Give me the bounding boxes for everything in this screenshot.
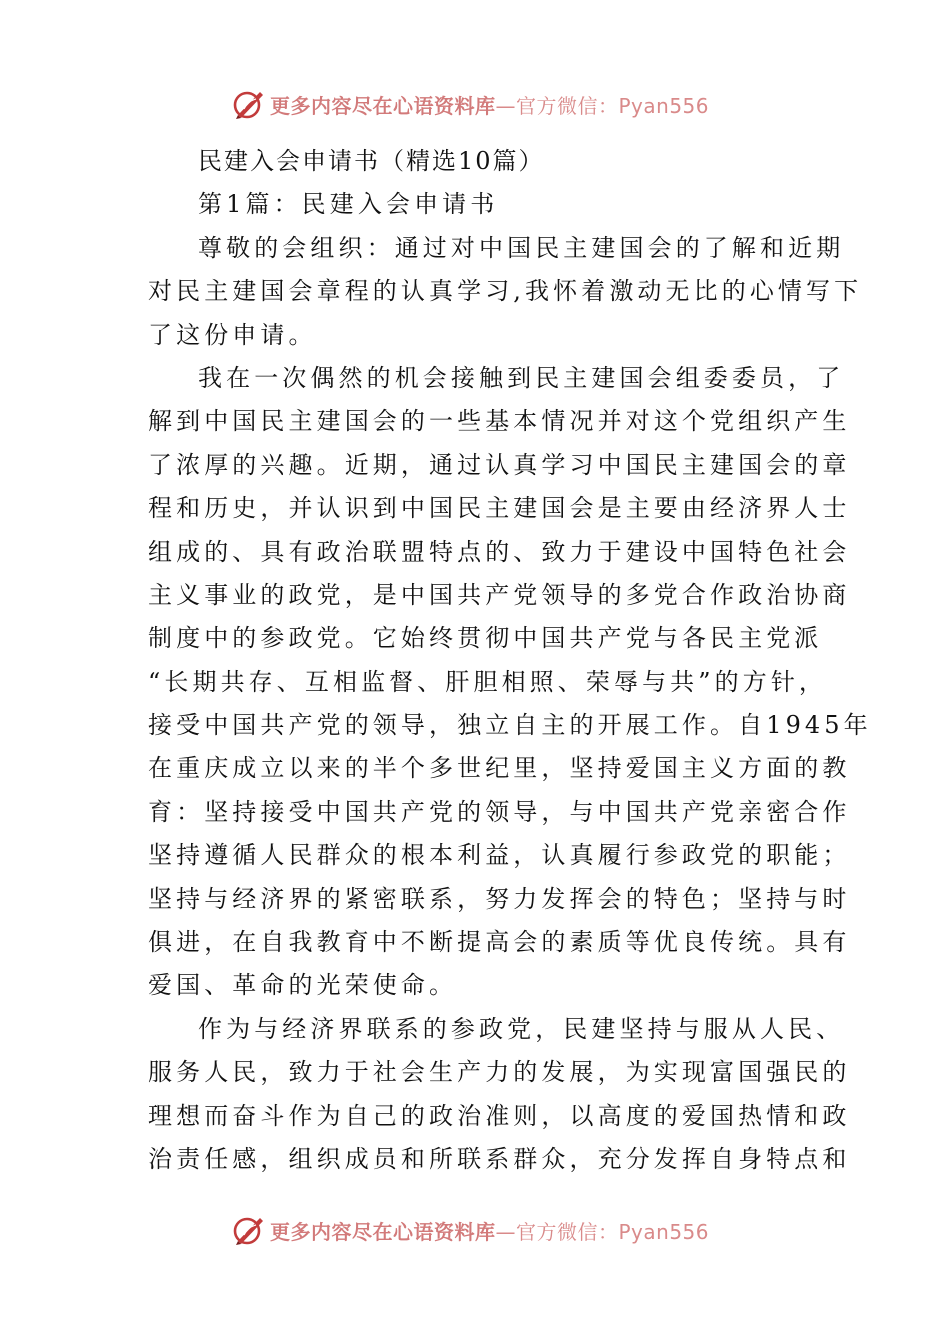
banner-sub-text: —官方微信：Pyan556	[495, 93, 710, 118]
pen-logo-icon	[232, 1213, 266, 1247]
text-line: 对民主建国会章程的认真学习,我怀着激动无比的心情写下	[148, 277, 863, 306]
text-line: 作为与经济界联系的参政党，民建坚持与服从人民、	[198, 1014, 845, 1043]
text-line: 理想而奋斗作为自己的政治准则，以高度的爱国热情和政	[148, 1101, 851, 1130]
text-line: “长期共存、互相监督、肝胆相照、荣辱与共”的方针，	[148, 667, 828, 696]
text-line: 制度中的参政党。它始终贯彻中国共产党与各民主党派	[148, 624, 823, 653]
document-title: 民建入会申请书（精选10篇）	[198, 147, 545, 175]
text-line: 服务人民，致力于社会生产力的发展，为实现富国强民的	[148, 1058, 851, 1087]
banner-sub-text: —官方微信：Pyan556	[495, 1219, 710, 1244]
text-line: 了浓厚的兴趣。近期，通过认真学习中国民主建国会的章	[148, 450, 851, 479]
document-body	[148, 140, 872, 1181]
footer-watermark-banner	[232, 1210, 752, 1250]
text-line: 我在一次偶然的机会接触到民主建国会组委委员，了	[198, 363, 845, 392]
text-line: 在重庆成立以来的半个多世纪里，坚持爱国主义方面的教	[148, 754, 851, 783]
header-watermark-banner	[232, 84, 752, 124]
text-line: 解到中国民主建国会的一些基本情况并对这个党组织产生	[148, 407, 851, 436]
text-line: 坚持与经济界的紧密联系，努力发挥会的特色；坚持与时	[148, 884, 851, 913]
text-line: 组成的、具有政治联盟特点的、致力于建设中国特色社会	[148, 537, 851, 566]
text-line: 坚持遵循人民群众的根本利益，认真履行参政党的职能；	[148, 841, 851, 870]
banner-main-text: 更多内容尽在心语资料库	[270, 1219, 496, 1244]
text-line: 爱国、革命的光荣使命。	[148, 971, 458, 1000]
pen-logo-icon	[232, 87, 266, 121]
text-line: 了这份申请。	[148, 320, 317, 349]
text-line: 育：坚持接受中国共产党的领导，与中国共产党亲密合作	[148, 797, 851, 826]
text-line: 接受中国共产党的领导，独立自主的开展工作。自1945年	[148, 711, 872, 740]
text-line: 程和历史，并认识到中国民主建国会是主要由经济界人士	[148, 494, 851, 523]
text-line: 主义事业的政党，是中国共产党领导的多党合作政治协商	[148, 580, 851, 609]
text-line: 尊敬的会组织：通过对中国民主建国会的了解和近期	[198, 233, 845, 262]
banner-main-text: 更多内容尽在心语资料库	[270, 93, 496, 118]
section-heading: 第1篇：民建入会申请书	[198, 190, 499, 219]
text-line: 俱进，在自我教育中不断提高会的素质等优良传统。具有	[148, 928, 851, 957]
text-line: 治责任感，组织成员和所联系群众，充分发挥自身特点和	[148, 1144, 851, 1173]
